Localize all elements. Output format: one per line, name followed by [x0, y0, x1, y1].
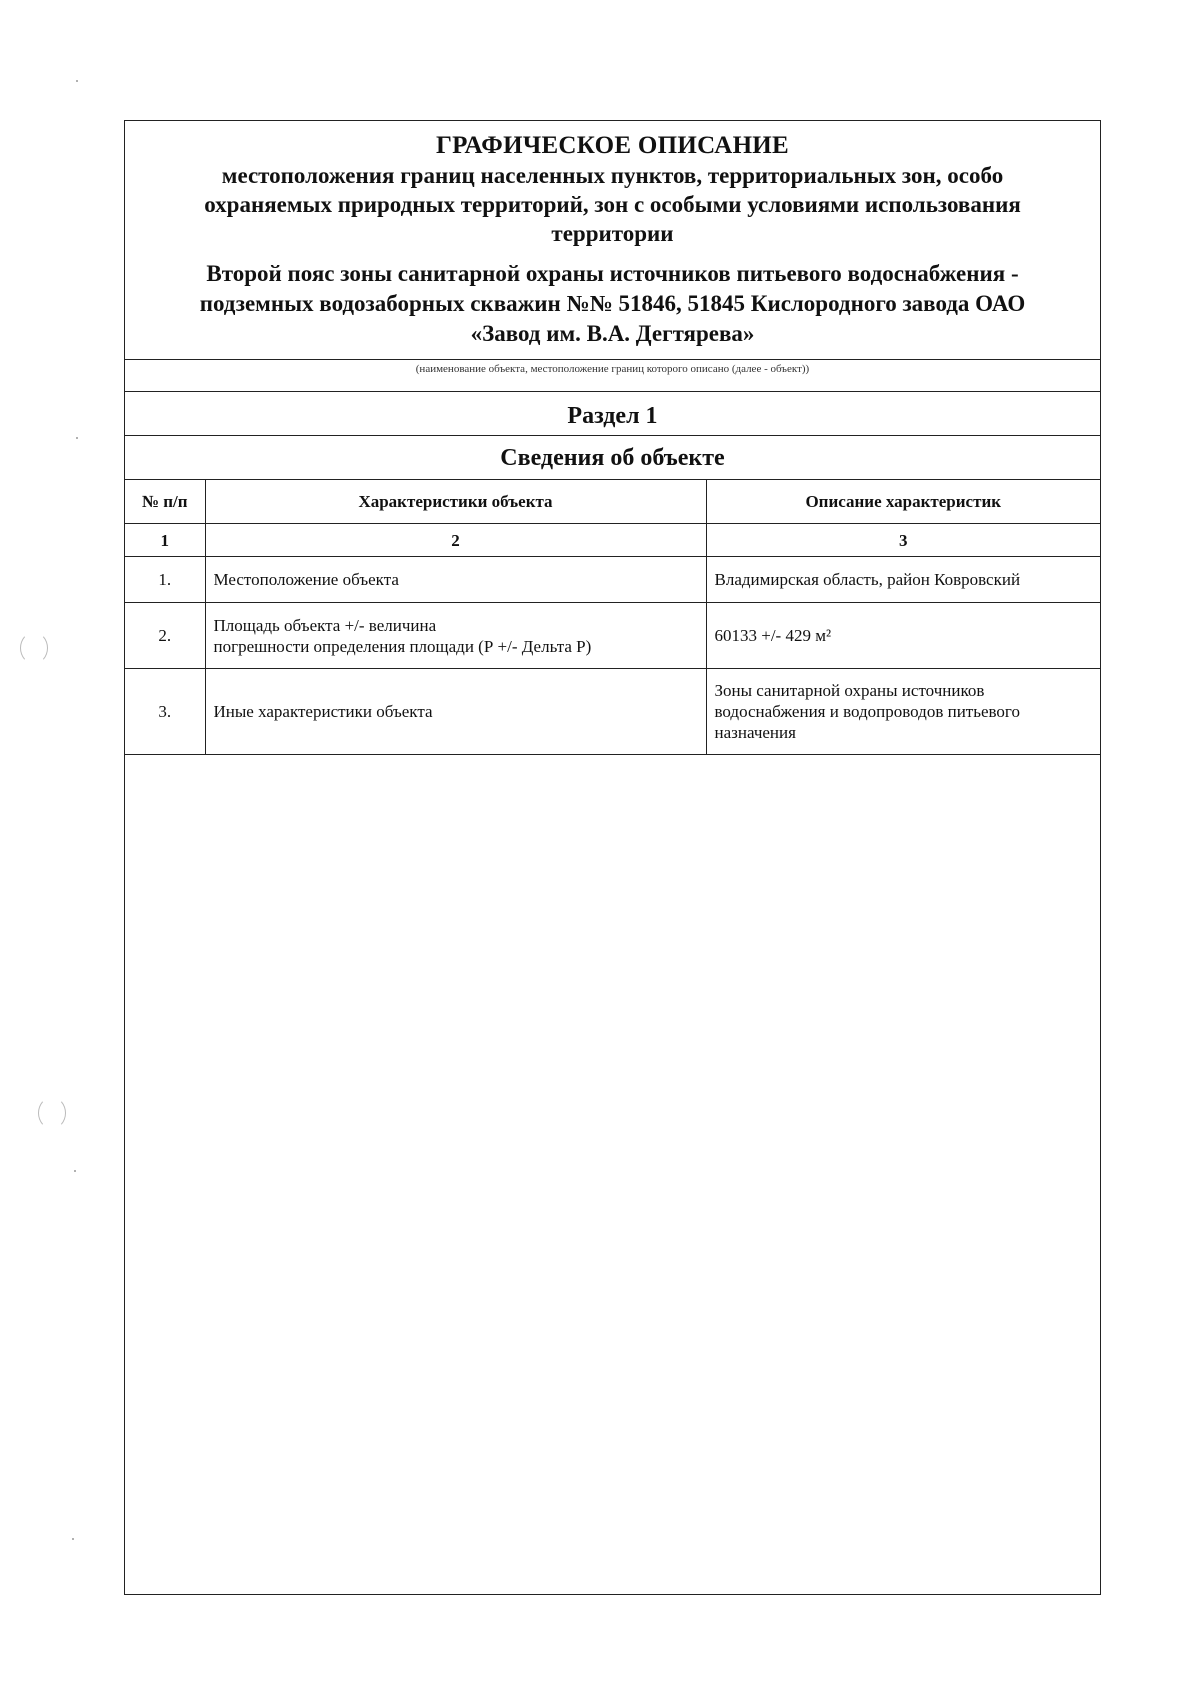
- column-header: Характеристики объекта: [205, 479, 706, 524]
- divider: [125, 359, 1100, 360]
- cell-line: Владимирская область, район Ковровский: [714, 570, 1021, 589]
- row-description: [706, 603, 1100, 669]
- column-number-row: [125, 524, 1100, 557]
- object-name-line: подземных водозаборных скважин №№ 51846, 51845 Кислородного завода ОАО: [199, 291, 1026, 316]
- subtitle-line: охраняемых природных территорий, зон с особыми условиями использования: [204, 192, 1021, 217]
- row-number: 2.: [125, 603, 205, 669]
- object-name-line: Второй пояс зоны санитарной охраны источников питьевого водоснабжения -: [206, 261, 1019, 286]
- cell-line: назначения: [714, 723, 796, 742]
- row-characteristic: [205, 669, 706, 755]
- punch-hole-upper: [20, 632, 48, 664]
- subtitle-line: территории: [551, 221, 674, 246]
- column-header: Описание характеристик: [706, 479, 1100, 524]
- object-caption: (наименование объекта, местоположение границ которого описано (далее - объект)): [415, 363, 810, 375]
- scan-speck: [74, 1170, 76, 1172]
- document-header: [125, 121, 1100, 359]
- section-title: Раздел 1: [567, 403, 658, 429]
- table-row: [125, 557, 1100, 603]
- cell-line: Зоны санитарной охраны источников: [714, 681, 985, 700]
- divider: [125, 435, 1100, 436]
- column-number: 3: [706, 524, 1100, 557]
- object-name-line: «Завод им. В.А. Дегтярева»: [470, 321, 755, 346]
- object-name: [125, 259, 1100, 349]
- cell-line: Иные характеристики объекта: [213, 702, 433, 721]
- cell-line: Площадь объекта +/- величина: [213, 615, 437, 635]
- scan-speck: [72, 1538, 74, 1540]
- row-characteristic: [205, 557, 706, 603]
- cell-line: 60133 +/- 429 м²: [714, 626, 832, 645]
- cell-line: водоснабжения и водопроводов питьевого: [714, 702, 1020, 721]
- scan-speck: [76, 80, 78, 82]
- column-number: 1: [125, 524, 205, 557]
- row-description: [706, 669, 1100, 755]
- table-row: [125, 669, 1100, 755]
- form-frame: [124, 120, 1101, 1595]
- document-title: ГРАФИЧЕСКОЕ ОПИСАНИЕ: [435, 132, 790, 159]
- row-number: 1.: [125, 557, 205, 603]
- column-number: 2: [205, 524, 706, 557]
- object-info-table: [125, 479, 1100, 755]
- table-row: [125, 603, 1100, 669]
- document-subtitle: [125, 161, 1100, 248]
- section-subtitle: Сведения об объекте: [500, 445, 725, 471]
- cell-line: Местоположение объекта: [213, 570, 399, 589]
- row-characteristic: [205, 603, 706, 669]
- scan-speck: [76, 437, 78, 439]
- table-header-row: [125, 479, 1100, 524]
- row-description: [706, 557, 1100, 603]
- subtitle-line: местоположения границ населенных пунктов, территориальных зон, особо: [221, 163, 1004, 188]
- row-number: 3.: [125, 669, 205, 755]
- divider: [125, 391, 1100, 392]
- column-header: № п/п: [125, 479, 205, 524]
- punch-hole-lower: [38, 1097, 66, 1129]
- cell-line: погрешности определения площади (Р +/- Дельта Р): [213, 636, 592, 656]
